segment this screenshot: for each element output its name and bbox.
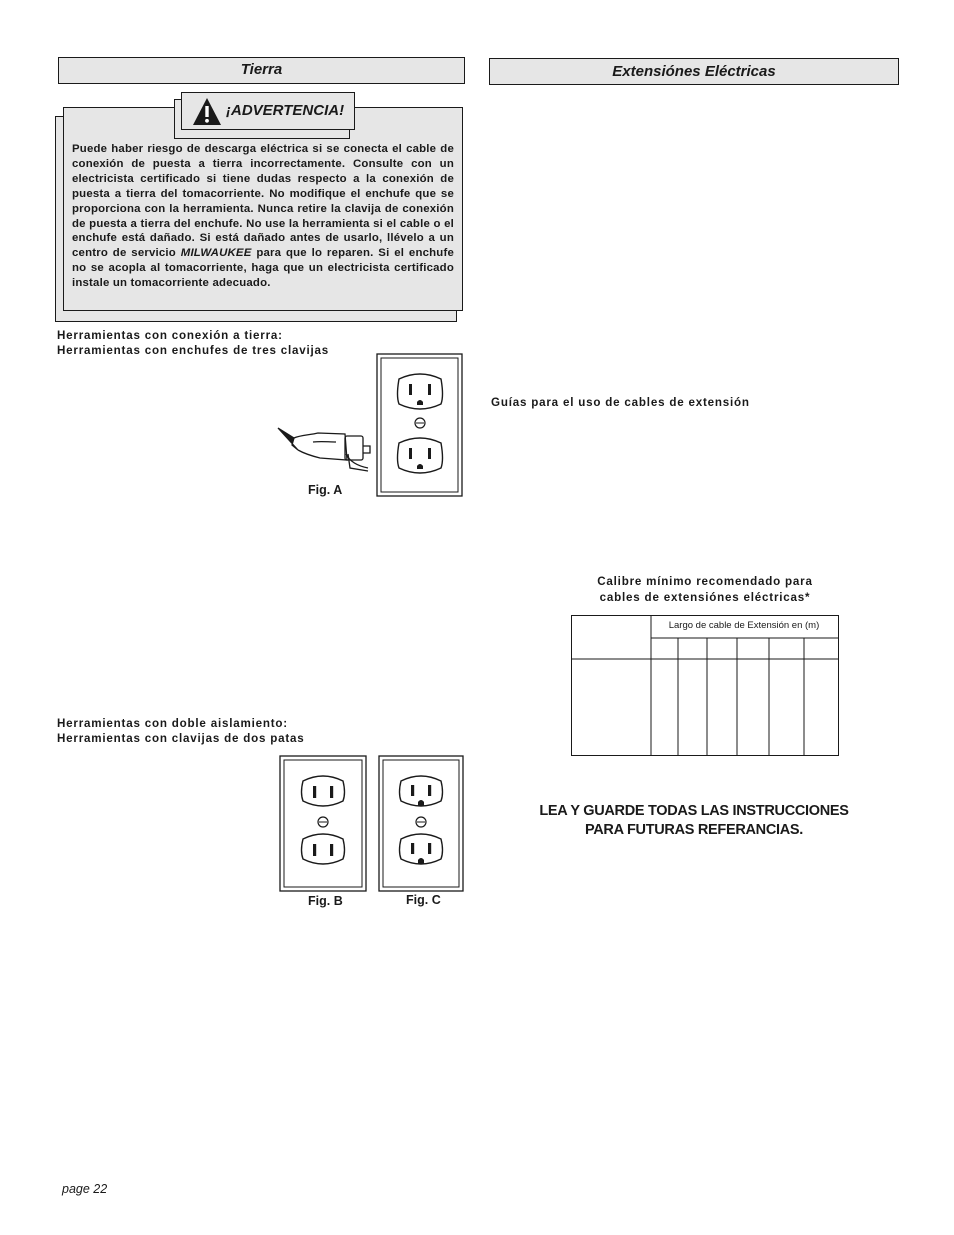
closing-line1: LEA Y GUARDE TODAS LAS INSTRUCCIONES	[539, 803, 849, 819]
double-insulated-caption-line2: Herramientas con clavijas de dos patas	[57, 732, 305, 745]
double-insulated-caption	[57, 716, 305, 746]
section-title-extensiones: Extensiónes Eléctricas	[612, 63, 776, 80]
warning-text	[72, 142, 454, 291]
grounded-caption-line1: Herramientas con conexión a tierra:	[57, 329, 283, 342]
gauge-table	[571, 615, 839, 757]
fig-a-label: Fig. A	[308, 483, 343, 497]
closing-line2: PARA FUTURAS REFERANCIAS.	[584, 822, 804, 838]
warning-text-end: para que lo reparen. Si el enchufe no se acopla al tomacorriente, haga que un electricista certificado instale un tomacorriente adecuado.	[72, 247, 454, 290]
section-header-tierra	[58, 57, 465, 84]
warning-tag	[181, 92, 355, 130]
grounded-caption-line2: Herramientas con enchufes de tres clavijas	[57, 344, 330, 357]
warning-title: ¡ADVERTENCIA!	[226, 102, 345, 119]
warning-text-main: Puede haber riesgo de descarga eléctrica si se conecta el cable de conexión de puesta a tierra incorrectamente. Consulte con un electricista certificado si tiene dudas respecto a la conexión de puesta a tierra del tomacorriente. No modifique el enchufe que se proporciona con la herramienta. Nunca retire la clavija de conexión de puesta a tierra del enchufe. No use la herramienta si el cable o el enchufe está dañado. Si está dañado antes de usarlo, llévelo a un centro de servicio	[72, 143, 454, 260]
extension-guide-heading: Guías para el uso de cables de extensión	[491, 396, 750, 409]
gauge-table-title-line2: cables de extensiónes eléctricas*	[599, 590, 811, 604]
closing-instruction	[489, 802, 899, 840]
gauge-table-title-line1: Calibre mínimo recomendado para	[597, 575, 813, 588]
outlet-plate-grounded	[377, 354, 462, 496]
fig-b-outlet-icon	[279, 755, 367, 892]
fig-c-outlet-icon	[378, 755, 464, 892]
fig-b-label: Fig. B	[308, 894, 343, 908]
gauge-table-header: Largo de cable de Extensión en (m)	[668, 620, 820, 631]
warning-triangle-icon	[192, 97, 222, 127]
fig-a-illustration	[270, 350, 470, 500]
gauge-table-title	[571, 574, 839, 605]
section-title-tierra: Tierra	[240, 61, 283, 78]
warning-brand: MILWAUKEE	[180, 247, 252, 260]
double-insulated-caption-line1: Herramientas con doble aislamiento:	[57, 717, 288, 730]
section-header-extensiones	[489, 58, 899, 85]
page-number: page 22	[62, 1182, 108, 1196]
fig-c-label: Fig. C	[406, 893, 441, 907]
grounded-plug-icon	[278, 428, 370, 471]
